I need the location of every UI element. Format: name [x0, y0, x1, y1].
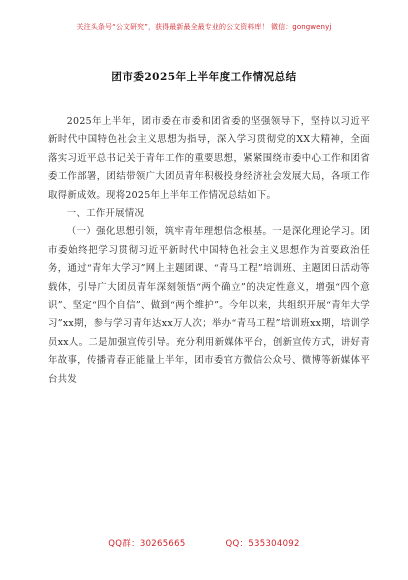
qq-number: QQ：535304092 — [225, 539, 300, 549]
header-banner: 关注头条号“公文研究”，获得最新最全最专业的公文资料库！ 微信：gongwenyj — [76, 23, 332, 31]
intro-paragraph: 2025年上半年，团市委在市委和团省委的坚强领导下，坚持以习近平新时代中国特色社会主义思想为指导，深入学习贯彻党的XX大精神，全面落实习近平总书记关于青年工作的重要思想，紧紧围绕市委中心工作和团省委工作部署，团结带领广大团员青年积极投身经济社会发展大局，各项工作取得新成效。现将2025年上半年工作情况总结如下。 — [48, 116, 370, 201]
document-body — [48, 113, 370, 389]
footer-contact — [0, 537, 408, 549]
body-paragraph: （一）强化思想引领，筑牢青年理想信念根基。一是深化理论学习。团市委始终把学习贯彻习近平新时代中国特色社会主义思想作为首要政治任务，通过“青年大学习”网上主题团课、“青马工程”培训班、主题团日活动等载体，引导广大团员青年深刻领悟“两个确立”的决定性意义，增强“四个意识”、坚定“四个自信”、做到“两个维护”。今年以来，共组织开展“青年大学习”xx期，参与学习青年达xx万人次；举办“青马工程”培训班xx期，培训学员xx人。二是加强宣传引导。充分利用新媒体平台，创新宣传方式，讲好青年故事，传播青春正能量上半年，团市委官方微信公众号、微博等新媒体平台共发 — [48, 226, 370, 385]
section-heading: 一、工作开展情况 — [66, 208, 145, 220]
document-title: 团市委2025年上半年度工作情况总结 — [111, 71, 297, 83]
qq-group-number: QQ群：30265665 — [108, 539, 186, 549]
